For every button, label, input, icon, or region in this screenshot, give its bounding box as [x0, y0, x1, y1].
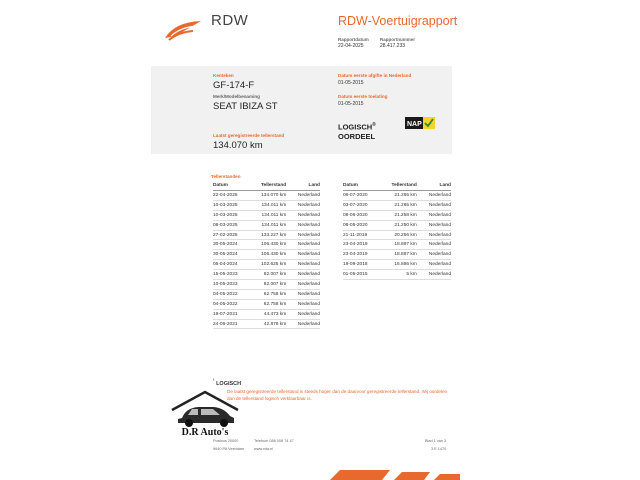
reading-date: 19-09-2018	[343, 260, 383, 270]
reading-date: 10-03-2025	[213, 200, 253, 210]
reading-date: 22-04-2025	[213, 191, 253, 201]
reading-date: 30-05-2024	[213, 240, 253, 250]
reading-country: Nederland	[292, 230, 320, 240]
reading-date: 10-03-2025	[213, 210, 253, 220]
report-number-label: Rapportnummer	[380, 37, 416, 42]
table-row	[213, 299, 320, 309]
website: www.rdw.nl	[254, 447, 273, 451]
col-land: Land	[292, 182, 320, 191]
reading-km: 21.265 km	[383, 191, 423, 201]
reading-country: Nederland	[292, 200, 320, 210]
table-row	[213, 270, 320, 280]
col-land: Land	[423, 182, 451, 191]
reading-country: Nederland	[423, 260, 451, 270]
reading-country: Nederland	[423, 250, 451, 260]
first-admission-nl: 01-05-2015	[338, 80, 364, 86]
rdw-logo-icon	[163, 18, 205, 42]
reading-country: Nederland	[292, 299, 320, 309]
readings-table-right	[343, 182, 451, 280]
reading-country: Nederland	[423, 270, 451, 280]
verdict-line2: OORDEEL	[338, 131, 376, 141]
reading-country: Nederland	[292, 270, 320, 280]
table-row	[343, 220, 451, 230]
reading-country: Nederland	[292, 280, 320, 290]
reading-date: 04-05-2022	[213, 299, 253, 309]
reading-date: 08-03-2025	[213, 220, 253, 230]
reading-date: 06-05-2020	[343, 220, 383, 230]
col-date: Datum	[213, 182, 253, 191]
reading-km: 106.430 km	[253, 240, 292, 250]
report-number: 28.417.233	[380, 43, 406, 49]
reading-country: Nederland	[423, 240, 451, 250]
reading-km: 20.256 km	[383, 230, 423, 240]
reading-km: 134.011 km	[253, 220, 292, 230]
reading-country: Nederland	[423, 220, 451, 230]
reading-date: 30-05-2024	[213, 250, 253, 260]
last-odometer: 134.070 km	[213, 140, 263, 151]
reading-date: 04-05-2022	[213, 289, 253, 299]
verdict-registered-mark: ®	[372, 122, 376, 128]
reading-date: 21-11-2019	[343, 230, 383, 240]
dealer-name: D.R Auto's	[181, 427, 229, 438]
table-row	[213, 230, 320, 240]
table-row	[213, 289, 320, 299]
reading-country: Nederland	[292, 250, 320, 260]
table-header-row	[343, 182, 451, 191]
readings-title: Tellerstanden	[211, 174, 241, 179]
reading-country: Nederland	[423, 191, 451, 201]
postcode: 9640 PA Veendam	[213, 447, 245, 451]
reading-km: 18.897 km	[383, 250, 423, 260]
table-row	[343, 240, 451, 250]
reading-km: 62.758 km	[253, 299, 292, 309]
vehicle-summary-panel	[151, 66, 452, 154]
footnote-title	[213, 378, 241, 387]
table-row	[343, 200, 451, 210]
table-row	[213, 200, 320, 210]
plate-label: Kenteken	[213, 73, 234, 78]
report-date-label: Rapportdatum	[338, 37, 369, 42]
postbus: Postbus 20000	[213, 439, 239, 443]
make-model: SEAT IBIZA ST	[213, 101, 278, 112]
first-admission: 01-05-2015	[338, 101, 364, 107]
reading-country: Nederland	[292, 260, 320, 270]
table-row	[213, 191, 320, 201]
table-row	[213, 240, 320, 250]
dealer-badge	[168, 388, 242, 438]
table-row	[213, 260, 320, 270]
document-code: 3 E 1470	[431, 447, 447, 451]
table-row	[343, 250, 451, 260]
reading-date: 06-07-2020	[343, 191, 383, 201]
document-title: RDW-Voertuigrapport	[338, 14, 458, 28]
col-date: Datum	[343, 182, 383, 191]
make-model-label: Merk/Modelbenaming	[213, 94, 260, 99]
reading-country: Nederland	[292, 289, 320, 299]
reading-km: 102.625 km	[253, 260, 292, 270]
phone: Telefoon 088 008 74 47	[254, 439, 294, 443]
reading-km: 134.011 km	[253, 200, 292, 210]
reading-date: 01-05-2015	[343, 270, 383, 280]
table-row	[343, 191, 451, 201]
decorative-bottom-stripes	[330, 466, 460, 480]
reading-date: 19-07-2021	[213, 309, 253, 319]
table-row	[213, 309, 320, 319]
table-row	[343, 270, 451, 280]
table-row	[343, 230, 451, 240]
nap-logo-text: NAP	[407, 121, 422, 128]
reading-km: 106.430 km	[253, 250, 292, 260]
nap-logo-icon	[405, 117, 435, 129]
reading-km: 21.265 km	[383, 200, 423, 210]
reading-km: 5 km	[383, 270, 423, 280]
reading-country: Nederland	[423, 230, 451, 240]
col-km: Tellerstand	[253, 182, 292, 191]
reading-km: 16.886 km	[383, 260, 423, 270]
reading-country: Nederland	[292, 240, 320, 250]
reading-km: 42.876 km	[253, 319, 292, 329]
table-row	[343, 260, 451, 270]
reading-km: 134.070 km	[253, 191, 292, 201]
report-date: 22-04-2025	[338, 43, 364, 49]
footnote-text: De laatst geregistreerde tellerstand is steeds hoger dan de daarvoor geregistreerde tellerstand. Wij oordelen dan de tellerstand logisch verklaarbaar is.	[227, 389, 448, 401]
reading-country: Nederland	[423, 200, 451, 210]
table-row	[213, 319, 320, 329]
page-number: Blad 1 van 3	[425, 439, 447, 443]
verdict-line1: LOGISCH	[338, 122, 373, 132]
reading-date: 24-06-2021	[213, 319, 253, 329]
reading-km: 133.227 km	[253, 230, 292, 240]
reading-country: Nederland	[292, 191, 320, 201]
reading-country: Nederland	[292, 309, 320, 319]
readings-table-left	[213, 182, 320, 329]
odometer-label: Laatst geregistreerde tellerstand	[213, 133, 285, 138]
reading-country: Nederland	[292, 210, 320, 220]
reading-date: 23-04-2019	[343, 250, 383, 260]
col-km: Tellerstand	[383, 182, 423, 191]
table-row	[213, 220, 320, 230]
verdict	[338, 121, 376, 141]
reading-km: 44.473 km	[253, 309, 292, 319]
reading-km: 21.250 km	[383, 220, 423, 230]
reading-date: 10-05-2023	[213, 280, 253, 290]
first-admission-nl-label: Datum eerste afgifte in Nederland	[338, 73, 412, 78]
reading-date: 05-04-2024	[213, 260, 253, 270]
reading-country: Nederland	[292, 319, 320, 329]
reading-km: 18.897 km	[383, 240, 423, 250]
reading-date: 15-05-2023	[213, 270, 253, 280]
reading-km: 134.011 km	[253, 210, 292, 220]
table-row	[213, 210, 320, 220]
reading-km: 62.758 km	[253, 289, 292, 299]
reading-km: 82.007 km	[253, 270, 292, 280]
reading-km: 21.258 km	[383, 210, 423, 220]
reading-country: Nederland	[423, 210, 451, 220]
first-admission-label: Datum eerste toelating	[338, 94, 388, 99]
table-header-row	[213, 182, 320, 191]
reading-date: 27-02-2025	[213, 230, 253, 240]
reading-date: 23-04-2019	[343, 240, 383, 250]
footnote-title-text: LOGISCH	[216, 380, 242, 387]
reading-km: 82.007 km	[253, 280, 292, 290]
reading-date: 03-07-2020	[343, 200, 383, 210]
logo-text: RDW	[211, 12, 249, 29]
license-plate: GF-174-F	[213, 80, 255, 91]
table-row	[213, 280, 320, 290]
reading-country: Nederland	[292, 220, 320, 230]
table-row	[213, 250, 320, 260]
footnote-marker: ¹	[213, 378, 215, 383]
reading-date: 08-06-2020	[343, 210, 383, 220]
table-row	[343, 210, 451, 220]
